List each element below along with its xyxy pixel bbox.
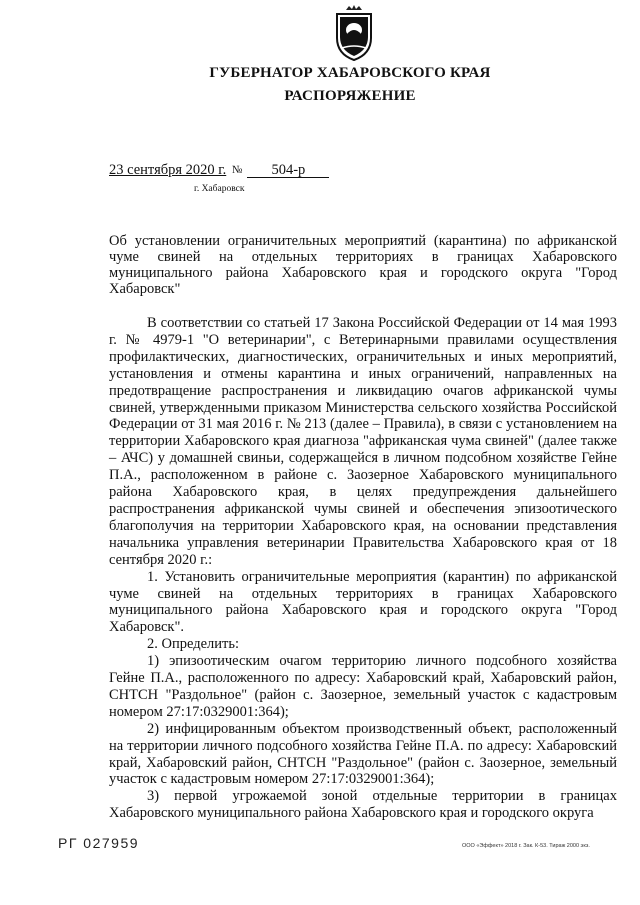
clause-1-paragraph: 1. Установить ограничительные мероприятия (карантин) по африканской чуме свиней на отдельных территориях в границах Хабаровского муниципального района Хабаровского края и городского округа "Город Хабаровск". xyxy=(109,568,617,636)
document-body xyxy=(109,315,617,822)
clause-2-3-paragraph: 3) первой угрожаемой зоной отдельные территории в границах Хабаровского муниципального района Хабаровского края и городского округа xyxy=(109,788,617,822)
document-type: РАСПОРЯЖЕНИЕ xyxy=(284,88,416,104)
preamble-paragraph: В соответствии со статьей 17 Закона Российской Федерации от 14 мая 1993 г. № 4979-1 "О ветеринарии", с Ветеринарными правилами осуществления профилактических, диагностических, ограничительных и иных мероприятий, установления и отмены карантина и иных ограничений, направленных на предотвращение распространения и ликвидацию очагов африканской чумы свиней, утвержденными приказом Министерства сельского хозяйства Российской Федерации от 31 мая 2016 г. № 213 (далее – Правила), в связи с установлением на территории Хабаровского края диагноза "африканская чума свиней" (далее также – АЧС) у домашней свиньи, содержащейся в личном подсобном хозяйстве Гейне П.А., расположенном в районе с. Заозерное Хабаровского муниципального района Хабаровского края, в целях предупреждения дальнейшего распространения африканской чумы свиней и обеспечения эпизоотического благополучия на территории Хабаровского края, на основании представления начальника управления ветеринарии Правительства Хабаровского края от 18 сентября 2020 г.: xyxy=(109,315,617,568)
printer-imprint: ООО «Эффект» 2018 г. Зак. К-53. Тираж 2000 экз. xyxy=(462,843,590,849)
clause-2-1-paragraph: 1) эпизоотическим очагом территорию личного подсобного хозяйства Гейне П.А., расположенного по адресу: Хабаровский край, Хабаровский район, СНТСН "Раздольное" (район с. Заозерное, земельный участок с кадастровым номером 27:17:0329001:364); xyxy=(109,653,617,720)
date-number-line xyxy=(109,162,329,179)
document-date: 23 сентября 2020 г. xyxy=(109,162,227,178)
form-serial-number: РГ 027959 xyxy=(58,835,140,851)
clause-2-2-paragraph: 2) инфицированным объектом производственный объект, расположенный на территории личного подсобного хозяйства Гейне П.А. по адресу: Хабаровский край, Хабаровский район, СНТСН "Раздольное" (район с. Заозерное, земельный участок с кадастровым номером 27:17:0329001:364); xyxy=(109,720,617,788)
document-city: г. Хабаровск xyxy=(194,184,245,194)
coat-of-arms-emblem xyxy=(332,4,376,62)
document-title: Об установлении ограничительных мероприятий (карантина) по африканской чуме свиней на отдельных территориях в границах Хабаровского муниципального района Хабаровского края и городского округа "Город Хабаровск" xyxy=(109,233,617,297)
clause-2-paragraph: 2. Определить: xyxy=(147,636,240,653)
issuing-authority: ГУБЕРНАТОР ХАБАРОВСКОГО КРАЯ xyxy=(209,65,491,81)
document-number: 504-р xyxy=(247,163,329,178)
number-sign: № xyxy=(231,164,243,176)
